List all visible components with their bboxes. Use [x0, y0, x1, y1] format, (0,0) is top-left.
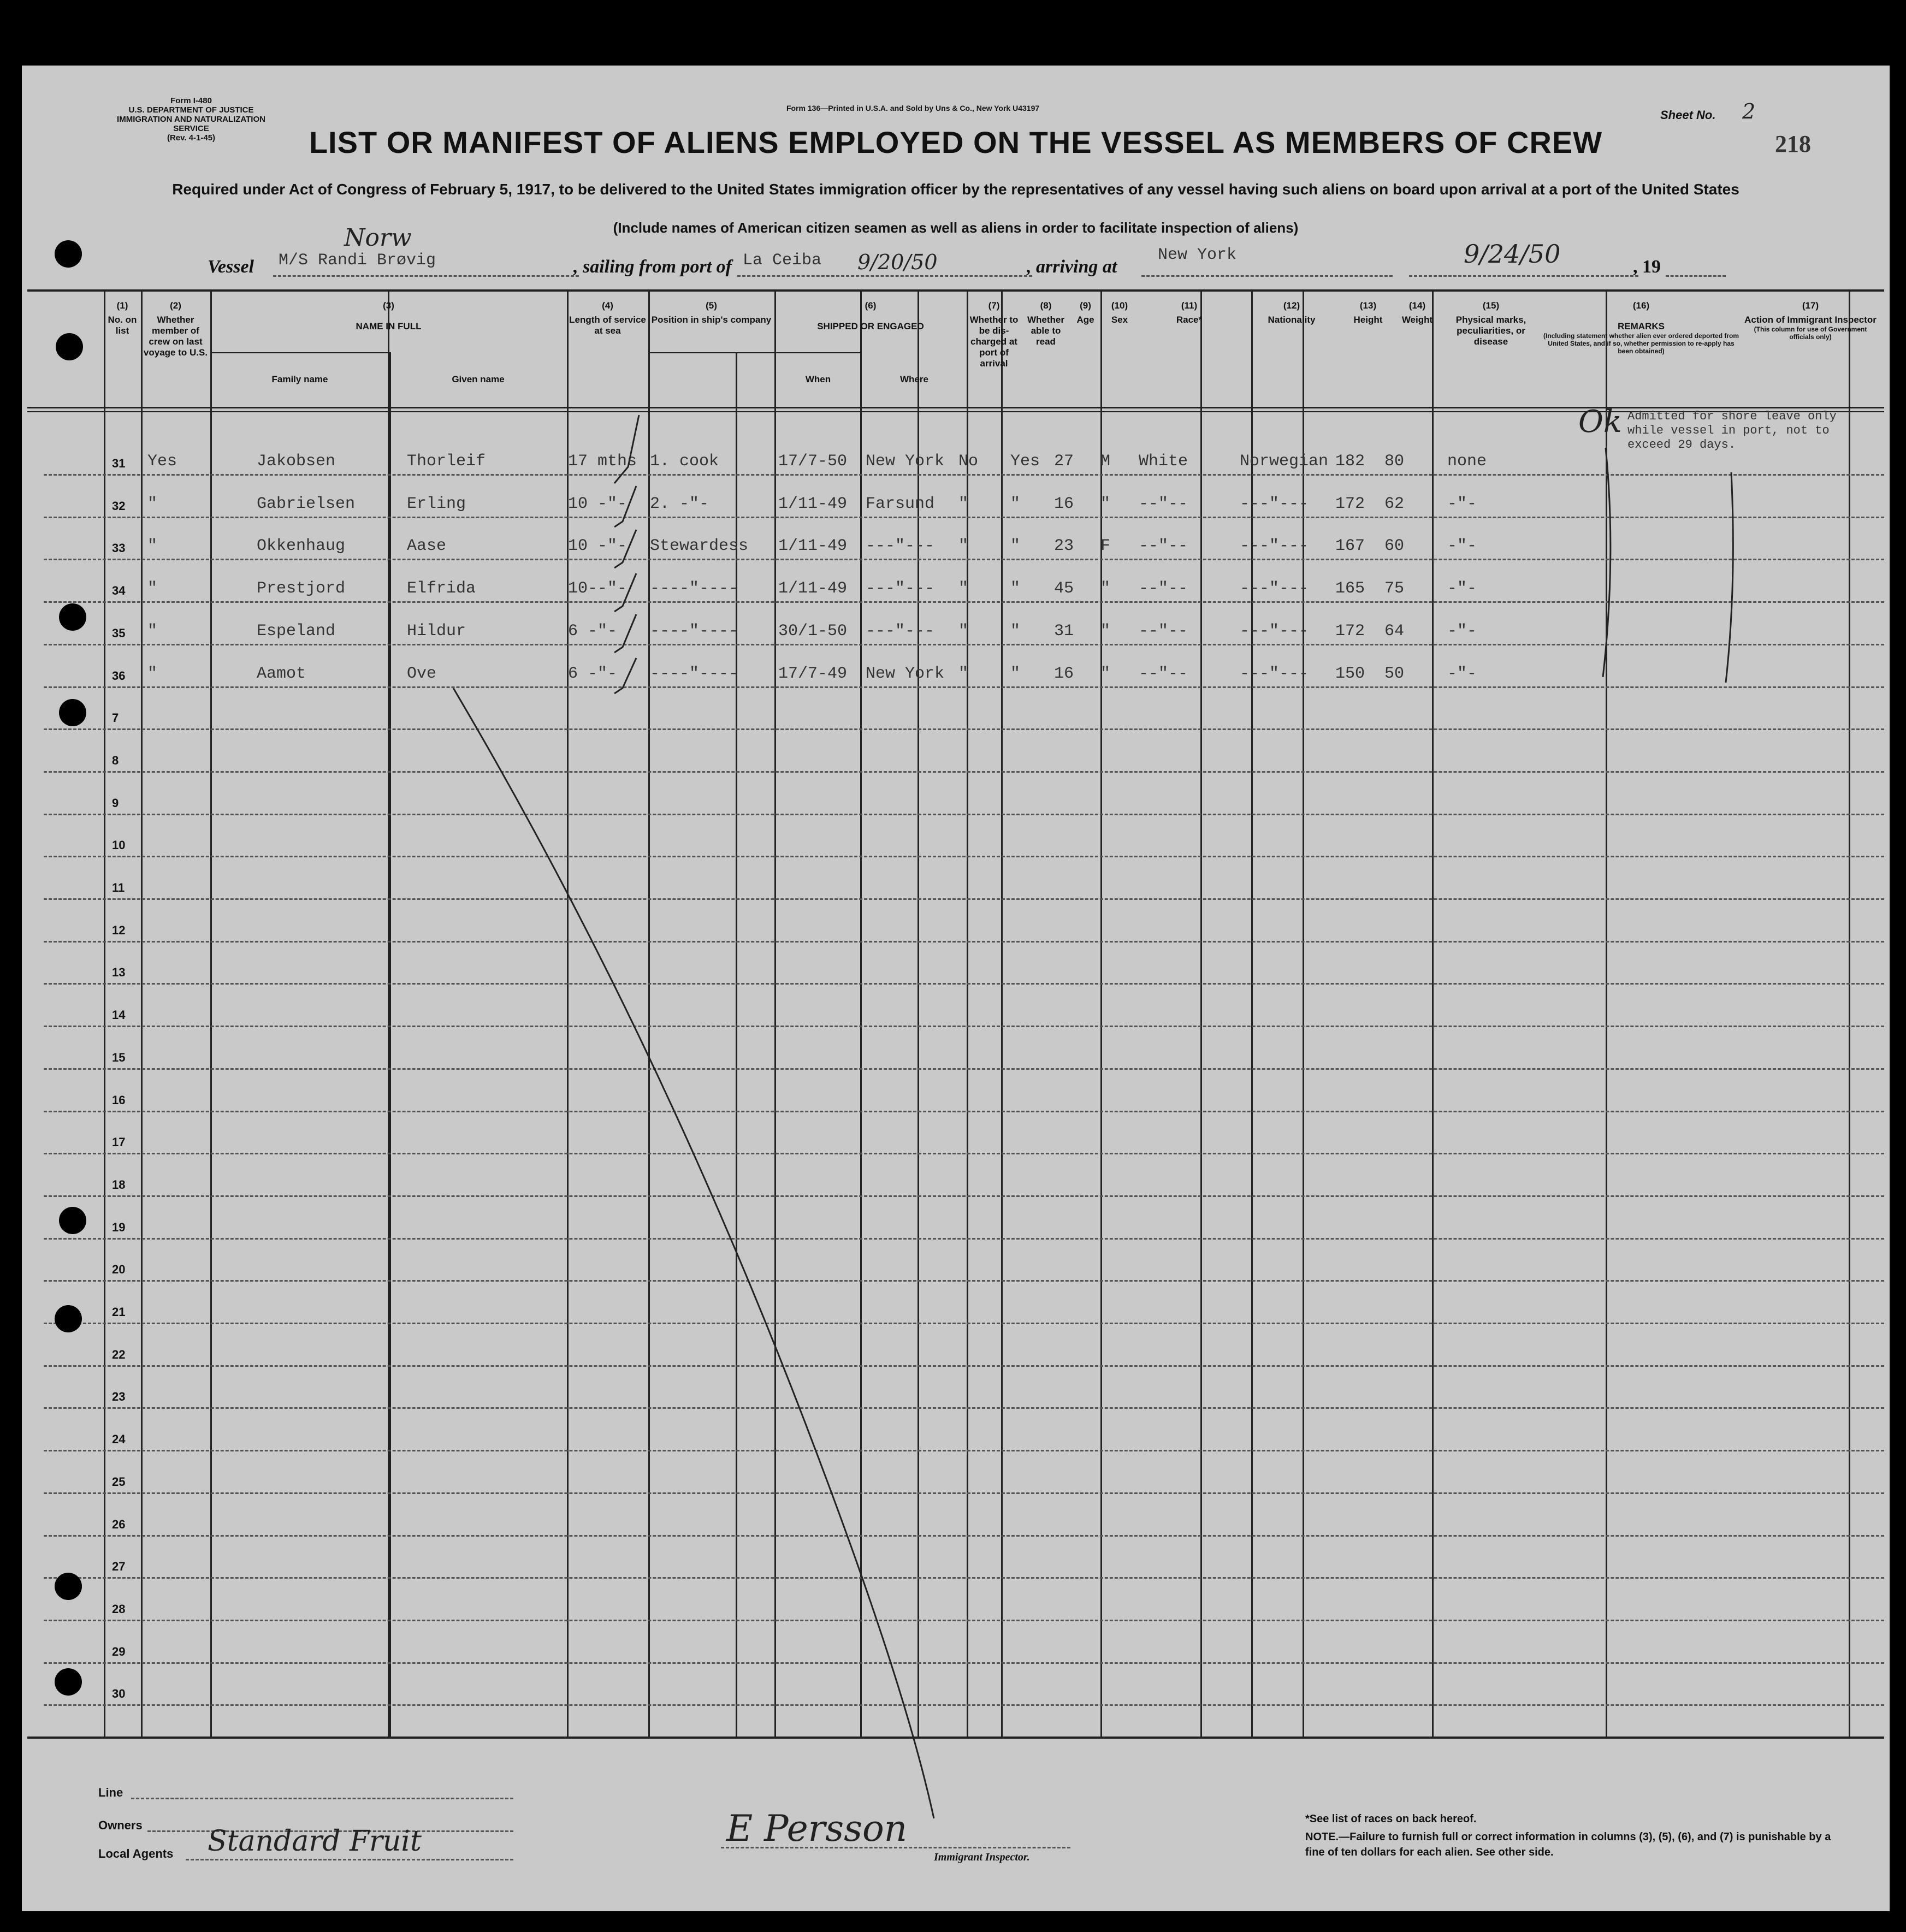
manifest-sheet: [22, 66, 1890, 1911]
column-number: (8): [1040, 300, 1052, 311]
remarks-text: Admitted for shore leave only while vessel in port, not to exceed 29 days.: [1627, 410, 1837, 452]
column-label: Length of service at sea: [569, 315, 646, 336]
column-number: (7): [988, 300, 1000, 311]
from-port: La Ceiba: [743, 251, 822, 270]
column-number: (16): [1632, 300, 1650, 311]
row-number: 12: [112, 923, 126, 937]
cell-service: 6 -"-: [568, 621, 618, 641]
line-underline: [131, 1798, 513, 1799]
cell-where: New York: [866, 664, 945, 683]
cell-where: New York: [866, 452, 945, 471]
column-label: Weight: [1401, 315, 1433, 325]
cell-discharged: ": [958, 537, 969, 556]
cell-marks: -"-: [1447, 537, 1477, 556]
column-label: REMARKS: [1618, 321, 1665, 331]
row-number: 33: [112, 541, 126, 555]
row-number: 29: [112, 1644, 126, 1658]
cell-race: --"--: [1139, 494, 1188, 513]
check-mark: [614, 614, 636, 653]
arriving-label: , arriving at: [1027, 257, 1117, 277]
cell-weight: 80: [1384, 452, 1405, 471]
cell-where: ---"---: [866, 537, 935, 556]
cell-sex: ": [1100, 579, 1111, 598]
cell-nationality: ---"---: [1240, 664, 1309, 683]
action-instruction: (This column for use of Government officials only): [1754, 325, 1867, 341]
row-number: 17: [112, 1135, 126, 1149]
cell-age: 27: [1054, 452, 1074, 471]
row-number: 9: [112, 796, 119, 810]
cell-family: Gabrielsen: [257, 494, 356, 513]
column-number: (12): [1283, 300, 1300, 311]
note-text: —Failure to furnish full or correct information in columns (3), (5), (6), and (7) is punishable by a fine of ten dollars for each alien. See other side.: [1305, 1831, 1831, 1858]
row-number: 20: [112, 1263, 126, 1277]
cell-given: Hildur: [407, 621, 466, 641]
inspector-signature: E Persson: [726, 1807, 908, 1850]
column-number: (1): [116, 300, 128, 311]
row-number: 28: [112, 1602, 126, 1616]
department-name: U.S. DEPARTMENT OF JUSTICE: [128, 105, 254, 115]
cell-nationality: ---"---: [1240, 537, 1309, 556]
cell-when: 1/11-49: [778, 579, 848, 598]
row-number: 10: [112, 838, 126, 852]
family-name-subheader: Family name: [271, 374, 328, 384]
action-brace-line: [1726, 472, 1733, 683]
cell-race: --"--: [1139, 537, 1188, 556]
cell-read: ": [1010, 621, 1021, 641]
local-agents-label: Local Agents: [98, 1847, 174, 1860]
cell-nationality: ---"---: [1240, 579, 1309, 598]
local-agents-signature: Standard Fruit: [208, 1825, 422, 1858]
cell-read: Yes: [1010, 452, 1040, 471]
cell-weight: 75: [1384, 579, 1405, 598]
where-subheader: Where: [900, 374, 928, 384]
column-label: Race*: [1176, 315, 1203, 325]
punch-hole: [59, 603, 86, 631]
column-number: (15): [1482, 300, 1500, 311]
race-footnote: *See list of races on back hereof.: [1305, 1813, 1477, 1825]
printer-line: Form 136—Printed in U.S.A. and Sold by Uns & Co., New York U43197: [786, 104, 1040, 112]
row-number: 18: [112, 1177, 126, 1192]
cell-nationality: Norwegian: [1240, 452, 1329, 471]
cell-race: --"--: [1139, 621, 1188, 641]
penalty-note: [1305, 1829, 1851, 1860]
row-number: 21: [112, 1305, 126, 1319]
column-label: Nationality: [1268, 315, 1316, 325]
pen-marks: [22, 66, 1890, 1911]
year-label: , 19: [1633, 257, 1661, 277]
cell-height: 167: [1335, 537, 1365, 556]
column-number: (14): [1408, 300, 1426, 311]
cell-given: Elfrida: [407, 579, 476, 598]
form-subtitle: Required under Act of Congress of February 5, 1917, to be delivered to the United States immigration officer by the representatives of any vessel having such aliens on board upon arrival at a port of the United States: [172, 181, 1739, 198]
remarks-instruction: (Including statement whether alien ever ordered deported from United States, and if so, whether permission to re-apply has been obtained): [1543, 332, 1739, 355]
cell-position: 1. cook: [650, 452, 719, 471]
column-label: NAME IN FULL: [356, 321, 422, 331]
note-label: NOTE.: [1305, 1831, 1339, 1843]
cell-family: Okkenhaug: [257, 537, 346, 556]
cell-service: 10 -"-: [568, 494, 628, 513]
punch-hole: [56, 333, 83, 360]
cell-age: 16: [1054, 494, 1074, 513]
cell-service: 17 mths: [568, 452, 637, 471]
column-number: (2): [170, 300, 181, 311]
column-label: Whether member of crew on last voyage to U.S.: [143, 315, 208, 358]
cell-age: 23: [1054, 537, 1074, 556]
cell-prior: ": [147, 579, 158, 598]
check-mark: [614, 573, 636, 612]
cell-service: 10 -"-: [568, 537, 628, 556]
cell-position: Stewardess: [650, 537, 749, 556]
row-number: 15: [112, 1050, 126, 1064]
punch-hole: [55, 1668, 82, 1696]
cell-discharged: ": [958, 621, 969, 641]
cell-prior: ": [147, 537, 158, 556]
row-number: 32: [112, 499, 126, 513]
form-number: Form I-480: [170, 96, 212, 105]
cell-where: ---"---: [866, 621, 935, 641]
cell-sex: ": [1100, 621, 1111, 641]
row-number: 30: [112, 1687, 126, 1701]
row-number: 19: [112, 1220, 126, 1234]
cell-weight: 50: [1384, 664, 1405, 683]
punch-hole: [59, 1207, 86, 1234]
cell-discharged: ": [958, 664, 969, 683]
column-number: (5): [706, 300, 717, 311]
cell-family: Espeland: [257, 621, 336, 641]
cell-discharged: ": [958, 579, 969, 598]
row-number: 27: [112, 1560, 126, 1574]
cell-sex: ": [1100, 664, 1111, 683]
cell-when: 17/7-50: [778, 452, 848, 471]
service-name: IMMIGRATION AND NATURALIZATION SERVICE: [117, 115, 265, 133]
cell-when: 17/7-49: [778, 664, 848, 683]
cell-service: 10--"-: [568, 579, 628, 598]
cell-prior: ": [147, 621, 158, 641]
cell-read: ": [1010, 579, 1021, 598]
cell-sex: ": [1100, 494, 1111, 513]
column-label: No. on list: [108, 315, 137, 336]
row-number: 14: [112, 1008, 126, 1022]
remarks-brace-line: [1603, 448, 1611, 677]
cell-position: ----"----: [650, 579, 739, 598]
row-number: 31: [112, 457, 126, 470]
cell-marks: -"-: [1447, 664, 1477, 683]
cancel-line: [453, 688, 934, 1818]
column-number: (9): [1080, 300, 1091, 311]
form-title: LIST OR MANIFEST OF ALIENS EMPLOYED ON THE VESSEL AS MEMBERS OF CREW: [309, 125, 1603, 159]
cell-given: Aase: [407, 537, 447, 556]
cell-given: Thorleif: [407, 452, 486, 471]
punch-hole: [55, 240, 82, 268]
cell-where: ---"---: [866, 579, 935, 598]
inspector-label: Immigrant Inspector.: [934, 1851, 1030, 1863]
row-number: 35: [112, 626, 126, 640]
cell-sex: M: [1100, 452, 1111, 471]
sheet-number-value: 2: [1742, 99, 1756, 123]
cell-height: 150: [1335, 664, 1365, 683]
cell-position: ----"----: [650, 621, 739, 641]
sailing-label: , sailing from port of: [573, 257, 732, 277]
cell-prior: ": [147, 494, 158, 513]
check-mark: [614, 486, 636, 527]
row-number: 8: [112, 753, 119, 767]
form-revision: (Rev. 4-1-45): [167, 133, 216, 143]
cell-position: ----"----: [650, 664, 739, 683]
column-label: Position in ship's company: [651, 315, 772, 325]
from-date-handwritten: 9/20/50: [857, 250, 938, 274]
column-number: (6): [865, 300, 877, 311]
column-number: (13): [1359, 300, 1377, 311]
row-number: 24: [112, 1432, 126, 1447]
column-label: Physical marks, peculiarities, or disease: [1455, 315, 1526, 347]
cell-nationality: ---"---: [1240, 621, 1309, 641]
cell-age: 31: [1054, 621, 1074, 641]
cell-prior: Yes: [147, 452, 177, 471]
cell-height: 172: [1335, 494, 1365, 513]
column-number: (10): [1111, 300, 1128, 311]
form-note: (Include names of American citizen seamen as well as aliens in order to facilitate inspection of aliens): [613, 220, 1299, 236]
row-number: 26: [112, 1517, 126, 1531]
cell-family: Aamot: [257, 664, 306, 683]
column-number: (17): [1802, 300, 1819, 311]
arrival-date-handwritten: 9/24/50: [1464, 239, 1561, 269]
when-subheader: When: [805, 374, 831, 384]
vessel-label: Vessel: [208, 257, 254, 277]
column-label: Whether able to read: [1027, 315, 1064, 347]
cell-race: White: [1139, 452, 1188, 471]
cell-weight: 62: [1384, 494, 1405, 513]
check-mark: [614, 415, 639, 483]
punch-hole: [55, 1573, 82, 1600]
column-number: (4): [602, 300, 613, 311]
owners-label: Owners: [98, 1818, 143, 1832]
column-label: SHIPPED OR ENGAGED: [817, 321, 924, 331]
cell-race: --"--: [1139, 664, 1188, 683]
column-number: (3): [383, 300, 394, 311]
column-number: (11): [1181, 300, 1198, 311]
cell-marks: -"-: [1447, 494, 1477, 513]
row-number: 34: [112, 584, 126, 598]
row-number: 23: [112, 1390, 126, 1404]
row-number: 7: [112, 711, 119, 725]
cell-family: Prestjord: [257, 579, 346, 598]
cell-given: Ove: [407, 664, 437, 683]
page-stamp-number: 218: [1775, 131, 1811, 157]
cell-age: 16: [1054, 664, 1074, 683]
cell-age: 45: [1054, 579, 1074, 598]
cell-marks: -"-: [1447, 579, 1477, 598]
given-name-subheader: Given name: [452, 374, 505, 384]
inspector-underline: [721, 1847, 1070, 1848]
cell-discharged: ": [958, 494, 969, 513]
cell-when: 1/11-49: [778, 494, 848, 513]
local-agents-underline: [186, 1859, 513, 1860]
punch-hole: [55, 1305, 82, 1332]
cell-weight: 64: [1384, 621, 1405, 641]
cell-nationality: ---"---: [1240, 494, 1309, 513]
row-number: 36: [112, 668, 126, 683]
row-number: 13: [112, 965, 126, 980]
cell-prior: ": [147, 664, 158, 683]
cell-height: 172: [1335, 621, 1365, 641]
cell-family: Jakobsen: [257, 452, 336, 471]
cell-when: 30/1-50: [778, 621, 848, 641]
remarks-initials-handwritten: Ok: [1578, 404, 1622, 440]
cell-when: 1/11-49: [778, 537, 848, 556]
cell-read: ": [1010, 494, 1021, 513]
cell-height: 182: [1335, 452, 1365, 471]
cell-position: 2. -"-: [650, 494, 709, 513]
sheet-number-label: Sheet No.: [1660, 108, 1716, 122]
cell-marks: -"-: [1447, 621, 1477, 641]
row-number: 16: [112, 1093, 126, 1107]
cell-weight: 60: [1384, 537, 1405, 556]
vessel-name: M/S Randi Brøvig: [279, 251, 436, 270]
cell-read: ": [1010, 537, 1021, 556]
row-number: 25: [112, 1474, 126, 1489]
cell-race: --"--: [1139, 579, 1188, 598]
column-label: Whether to be dis-charged at port of arrival: [969, 315, 1019, 369]
column-label: Sex: [1111, 315, 1128, 325]
line-label: Line: [98, 1786, 123, 1799]
column-label: Action of Immigrant Inspector: [1744, 315, 1877, 325]
check-mark: [614, 658, 636, 694]
vessel-flag-handwritten: Norw: [344, 224, 412, 252]
row-number: 22: [112, 1347, 126, 1361]
cell-sex: F: [1100, 537, 1111, 556]
cell-read: ": [1010, 664, 1021, 683]
cell-marks: none: [1447, 452, 1487, 471]
cell-where: Farsund: [866, 494, 935, 513]
cell-discharged: No: [958, 452, 979, 471]
cell-height: 165: [1335, 579, 1365, 598]
check-mark: [614, 530, 636, 568]
column-label: Age: [1076, 315, 1094, 325]
row-number: 11: [112, 881, 125, 894]
arrival-port: New York: [1158, 246, 1237, 264]
column-label: Height: [1353, 315, 1383, 325]
cell-service: 6 -"-: [568, 664, 618, 683]
punch-hole: [59, 699, 86, 726]
cell-given: Erling: [407, 494, 466, 513]
